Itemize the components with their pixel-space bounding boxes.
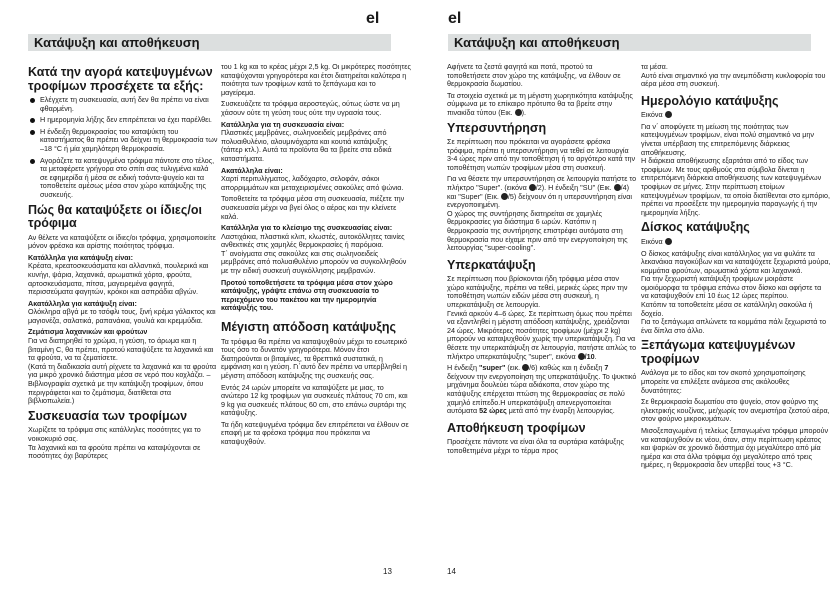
text: /5) δείχνουν ότι η υπερσυντήρηση είναι ενεργοποιημένη. bbox=[447, 191, 632, 210]
heading-freezer-tray: Δίσκος κατάψυξης bbox=[641, 220, 750, 235]
paragraph: του 1 kg και το κρέας μέχρι 2,5 kg. Οι μικρότερες ποσότητες καταψύχονται γρηγορότερα και έτσι διατηρείται καλύτερα η ποιότητα των τροφίμων κατά το ξεπάγωμα και το μαγείρεμα. bbox=[221, 62, 411, 97]
figure-reference-icon bbox=[578, 353, 585, 360]
paragraph: Σε θερμοκρασία δωματίου στο ψυγείο, στον φούρνο της ηλεκτρικής κουζίνας, με/χωρίς τον ανεμιστήρα ζεστού αέρα, στον φούρνο μικροκυμάτων. bbox=[641, 397, 830, 424]
text: Εικόνα bbox=[641, 236, 663, 246]
paragraph: Ολόκληρα αβγά με το τσόφλι τους, ξινή κρέμα γάλακτος και μαγιονέζα, σαλατικά, ραπανάκια, γουλιά και κρεμμύδια. bbox=[28, 307, 216, 325]
list-item: Η ημερομηνία λήξης δεν επιτρέπεται να έχει παρέλθει. bbox=[28, 116, 218, 125]
text: (εικ. bbox=[505, 363, 523, 373]
paragraph: Για ν΄ αποφύγετε τη μείωση της ποιότητας των κατεψυγμένων τροφίμων, είναι πολύ σημαντικό να μην γίνεται υπέρβαση της επιτρεπόμενης διάρκειας αποθήκευσης. bbox=[641, 121, 814, 157]
page-number: 14 bbox=[447, 567, 456, 576]
figure-reference-icon bbox=[515, 109, 522, 116]
text: Η ένδειξη bbox=[447, 363, 479, 373]
subheading-blanching: Ζεμάτισμα λαχανικών και φρούτων bbox=[28, 327, 148, 337]
paragraph: Αφήνετε τα ζεστά φαγητά και ποτά, προτού τα τοποθετήσετε στον χώρο της κατάψυξης, να έλθουν σε θερμοκρασία δωματίου. bbox=[447, 62, 621, 89]
heading-freezing-calendar: Ημερολόγιο κατάψυξης bbox=[641, 93, 779, 108]
paragraph: Για το ξεπάγωμα απλώνετε τα κομμάτια πάλι ξεχωριστά το ένα δίπλα στο άλλο. bbox=[641, 317, 827, 335]
subheading-packaging-unsuitable: Ακατάλληλα είναι: bbox=[221, 165, 283, 175]
paragraph: Τα ήδη κατεψυγμένα τρόφιμα δεν επιτρέπεται να έλθουν σε επαφή με τα φρέσκα τρόφιμα που πρόκειται να καταψυχθούν. bbox=[221, 419, 409, 447]
paragraph: Για την ξεχωριστή κατάψυξη τροφίμων μοιράστε ομοιόμορφα τα τρόφιμα επάνω στον δίσκο και αφήστε τα να καταψυχθούν επί 10 έως 12 ώρες περίπου. bbox=[641, 274, 822, 301]
buying-checklist bbox=[28, 96, 218, 200]
paragraph: Εντός 24 ωρών μπορείτε να καταψύξετε με μιας, το ανώτερο 12 kg τροφίμων για συσκευές πλάτους 70 cm, και 9 kg για συσκευές πλάτους 60 cm, στο επάνω συρτάρι της κατάψυξης. bbox=[221, 382, 408, 418]
text: Για να θέσετε την υπερσυντήρηση σε λειτουργία πατήστε το πλήκτρο "Super". (εικόνα bbox=[447, 174, 637, 193]
figure-reference-icon bbox=[501, 193, 508, 200]
figure-reference-icon bbox=[665, 111, 672, 118]
paragraph: Μισοξεπαγωμένα ή τελείως ξεπαγωμένα τρόφιμα μπορούν να καταψυχθούν εκ νέου, όταν, στην περίπτωση κρέατος και ψαριών σε χρονικό διάστημα όχι μεγαλύτερο από μία ημέρα και στα άλλα τρόφιμα όχι μεγαλύτερο από τρεις ημέρες, η θερμοκρασία δεν υπερβεί τους +3 °C. bbox=[641, 426, 829, 470]
paragraph: Τα τρόφιμα θα πρέπει να καταψυχθούν μέχρι το εσωτερικό τους όσο το δυνατόν γρηγορότερα. Μόνον έτσι διατηρούνται οι βιταμίνες, τα θρεπτικά συστατικά, η εμφάνιση και η γεύση. Γι΄αυτό δεν πρέπει να υπερβληθεί η μέγιστη απόδοση κατάψυξης της συσκευής σας. bbox=[221, 336, 407, 380]
left-column-1 bbox=[28, 64, 218, 464]
section-banner bbox=[28, 34, 391, 51]
paragraph: Χαρτί περιτυλίγματος, λαδόχαρτο, σελοφάν, σάκοι απορριμμάτων και μεταχειρισμένες σακούλες από ψώνια. bbox=[221, 174, 404, 192]
text: /4) και "Super" (Εικ. bbox=[447, 183, 630, 201]
paragraph: Σε περίπτωση που βρίσκονται ήδη τρόφιμα μέσα στον χώρο κατάψυξης, πρέπει να τεθεί, μερικές ώρες πριν την τοποθέτηση νωπών ειδών μέσα στη συσκευή, η υπερκατάψυξη σε λειτουργία. bbox=[447, 274, 628, 310]
paragraph: Τοποθετείτε τα τρόφιμα μέσα στη συσκευασία, πιέζετε την συσκευασία μέχρι να βγεί όλος ο αέρας και την κλείνετε καλά. bbox=[221, 194, 405, 221]
paragraph: Κατόπιν τα τοποθετείτε μέσα σε κατάλληλη σακούλα ή δοχείο. bbox=[641, 300, 813, 318]
language-code: el bbox=[366, 10, 380, 27]
paragraph: Ο χώρος της συντήρησης διατηρείται σε χαμηλές θερμοκρασίες για διάστημα 6 ωρών. Κατόπιν η θερμοκρασία της συντήρησης επιστρέφει αυτόματα στη θερμοκρασία που είχαμε πριν από την ενεργοποίηση της λειτουργίας "super-cooling". bbox=[447, 208, 628, 253]
paragraph bbox=[447, 364, 637, 416]
paragraph: Ο δίσκος κατάψυξης είναι κατάλληλος για να φυλάτε τα λεκανάκια παγοκύβων και να καταψύχετε ξεχωριστά μούρα, κομμάτια φρούτων, αρωματικά χόρτα και λαχανικά. bbox=[641, 248, 831, 275]
figure-reference-icon bbox=[529, 184, 536, 191]
paragraph: Σε περίπτωση που πρόκειται να αγοράσετε φρέσκα τρόφιμα, πρέπει η υπερσυντήρηση να τεθεί σε λειτουργία 3-4 ώρες πριν από την τοποθέτηση ή το αργότερο κατά την τοποθέτηση νωπών τροφίμων μέσα στη συσκευή. bbox=[447, 137, 636, 172]
text: Γενικά αρκούν 4–6 ώρες. Σε περίπτωση όμως που πρέπει να εξαντληθεί η μέγιστη απόδοση κατάψυξης, χρειάζονται 24 ώρες. Μικρότερες ποσότητες τροφίμων (μέχρι 2 kg) μπορούν να καταψυχθούν χωρίς την υπερκατάψυξη. Για να θέσετε την υπερκατάψυξη σε λειτουργία, πατήστε απλώς το πλήκτρο υπερκατάψυξης "super", εικόνα bbox=[447, 308, 637, 361]
paragraph: Τα λαχανικά και τα φρούτα πρέπει να καταψύχονται σε ποσότητες όχι βαρύτερες bbox=[28, 442, 201, 461]
left-column-2 bbox=[221, 63, 411, 450]
text: 7 bbox=[604, 363, 609, 373]
text: Εικόνα bbox=[641, 110, 663, 120]
subheading-closing: Κατάλληλα για το κλείσιμο της συσκευασίας είναι: bbox=[221, 223, 393, 233]
text: /6) καθώς και η ένδειξη bbox=[529, 363, 605, 373]
paragraph: Ανάλογα με το είδος και τον σκοπό χρησιμοποίησης μπορείτε να επιλέξετε ανάμεσα στις ακόλουθες δυνατότητες: bbox=[641, 368, 806, 395]
section-title: Κατάψυξη και αποθήκευση bbox=[34, 35, 200, 50]
section-title: Κατάψυξη και αποθήκευση bbox=[454, 35, 620, 50]
text: μετά από την έναρξη λειτουργίας. bbox=[506, 406, 615, 416]
paragraph: (Κατά τη διαδικασία αυτή ρίχνετε τα λαχανικά και τα φρούτα για μικρό χρονικό διάστημα μέσα σε νερό που κοχλάζει. – Βιβλιογραφία σχετικά με την κατάψυξη τροφίμων, όπου περιγράφεται και το ζεμάτισμα, διατίθεται στα βιβλιοπωλεία.) bbox=[28, 361, 217, 406]
text: /10 bbox=[584, 351, 595, 361]
right-column-2 bbox=[641, 63, 831, 473]
list-item: Η ένδειξη θερμοκρασίας του καταψύκτη του καταστήματος θα πρέπει να δείχνει τη θερμοκρασία των –18 °C ή μία χαμηλότερη θερμοκρασία. bbox=[28, 128, 218, 154]
paragraph: Προσέχετε πάντοτε να είναι όλα τα συρτάρια κατάψυξης τοποθετημένα μέχρι το τέρμα προς bbox=[447, 437, 624, 455]
page-14 bbox=[420, 0, 839, 595]
language-code: el bbox=[448, 10, 462, 27]
subheading-suitable: Κατάλληλα για κατάψυξη είναι: bbox=[28, 252, 134, 262]
figure-caption bbox=[641, 238, 831, 247]
paragraph: Η διάρκεια αποθήκευσης εξαρτάται από το είδος των τροφίμων. Με τους αριθμούς στα σύμβολα δίνεται η επιτρεπόμενη διάρκεια αποθήκευσης των κατεψυγμένων τροφίμων σε μήνες. Στην περίπτωση ετοίμων κατεψυγμένων τροφίμων, τα οποία διατίθενται στο εμπόριο, πρέπει να προσέξετε την ημερομηνία παραγωγής ή την ημερομηνία λήξης. bbox=[641, 156, 831, 217]
subheading-unsuitable: Ακατάλληλα για κατάψυξη είναι: bbox=[28, 298, 137, 308]
text: "super" bbox=[479, 363, 506, 373]
figure-reference-icon bbox=[614, 184, 621, 191]
text: . bbox=[594, 351, 597, 361]
paragraph: Για να διατηρηθεί το χρώμα, η γεύση, το άρωμα και η βιταμίνη C, θα πρέπει, προτού καταψύξετε τα λαχανικά και τα φρούτα, να τα ζεματίσετε. bbox=[28, 336, 214, 363]
paragraph: Λαστιχάκια, πλαστικά κλιπ, κλωστές, αυτοκόλλητες ταινίες ανθεκτικές στις χαμηλές θερμοκρασίες ή παρόμοια. bbox=[221, 231, 405, 250]
text: 52 ώρες bbox=[479, 406, 507, 416]
heading-super-cooling: Υπερσυντήρηση bbox=[447, 120, 547, 135]
paragraph: Τ΄ ανοίγματα στις σακούλες και στις σωληνοειδείς μεμβράνες από πολυαιθυλένιο μπορούν να συγκολληθούν με την ειδική συσκευή συγκόλλησης μεμβρανών. bbox=[221, 248, 407, 276]
paragraph bbox=[447, 310, 637, 362]
paragraph: τα μέσα. bbox=[641, 62, 668, 71]
heading-buying-frozen-food: Κατά την αγορά κατεψυγμένων τροφίμων προσέχετε τα εξής: bbox=[28, 65, 213, 93]
figure-caption bbox=[641, 111, 831, 120]
paragraph: Συσκευάζετε τα τρόφιμα αεροστεγώς, ούτως ώστε να μη χάσουν ούτε τη γεύση τους ούτε την υγρασία τους. bbox=[221, 99, 400, 117]
paragraph: Αυτό είναι σημαντικό για την ανεμπόδιστη κυκλοφορία του αέρα μέσα στη συσκευή. bbox=[641, 70, 826, 89]
labeling-note: Προτού τοποθετήσετε τα τρόφιμα μέσα στον χώρο κατάψυξης, γράψτε επάνω στη συσκευασία το περιεχόμενο του πακέτου και την ημερομηνία κατάψυξής του. bbox=[221, 277, 393, 313]
heading-freezing-yourself: Πώς θα καταψύξετε οι ίδιες/οι τρόφιμα bbox=[28, 202, 202, 231]
right-column-1 bbox=[447, 63, 637, 458]
page-number: 13 bbox=[383, 567, 392, 576]
subheading-packaging-suitable: Κατάλληλα για τη συσκευασία είναι: bbox=[221, 119, 345, 129]
paragraph: Πλαστικές μεμβράνες, σωληνοειδείς μεμβράνες από πολυαιθυλένιο, αλουμινόχαρτα και κουτιά κατάψυξης (τάπερ κτλ.). Αυτά τα προϊόντα θα τα βρείτε στα ειδικά καταστήματα. bbox=[221, 128, 392, 163]
list-item: Ελέγχετε τη συσκευασία, αυτή δεν θα πρέπει να είναι φθαρμένη. bbox=[28, 96, 218, 113]
text: Τα στοιχεία σχετικά με τη μέγιστη χωρητικότητα κατάψυξης σύμφωνα με το επίκαιρο πρότυπο θα τα βρείτε στην πινακίδα τύπου (Εικ. bbox=[447, 90, 633, 117]
text: /2). Η ένδειξη "SU" (Εικ. bbox=[535, 183, 614, 193]
paragraph bbox=[447, 175, 637, 209]
heading-packaging: Συσκευασία των τροφίμων bbox=[28, 408, 188, 423]
paragraph: Χωρίζετε τα τρόφιμα στις κατάλληλες ποσότητες για το νοικοκυριό σας. bbox=[28, 425, 201, 443]
text: ). bbox=[521, 107, 526, 117]
figure-reference-icon bbox=[665, 238, 672, 245]
list-item: Αγοράζετε τα κατεψυγμένα τρόφιμα πάντοτε στο τέλος, τα μεταφέρετε γρήγορα στο σπίτι σας τυλιγμένα καλά σε εφημερίδα ή μέσα σε ειδική τσάντα-ψυγείο και τα τοποθετείτε αμέσως μέσα στον χώρο κατάψυξης της συσκευής. bbox=[28, 157, 218, 200]
heading-thawing: Ξεπάγωμα κατεψυγμένων τροφίμων bbox=[641, 338, 796, 366]
heading-food-storage: Αποθήκευση τροφίμων bbox=[447, 420, 586, 435]
text: δείχνουν την ενεργοποίηση της υπερκατάψυξης. Το ψυκτικό μηχάνημα δουλεύει τώρα αδιάκοπα, στον χώρο της κατάψυξης επέρχεται πτώση της θερμοκρασίας σε πολύ χαμηλό επίπεδο.Η υπερκατάψυξη απενεργοποιείται αυτόματα bbox=[447, 371, 637, 416]
paragraph: Αν θέλετε να καταψύξετε οι ίδιες/οι τρόφιμα, χρησιμοποιείτε μόνον φρέσκα και αρίστης ποιότητας τρόφιμα. bbox=[28, 232, 216, 251]
heading-max-freezing-capacity: Μέγιστη απόδοση κατάψυξης bbox=[221, 320, 397, 335]
paragraph bbox=[447, 92, 637, 118]
heading-super-freezing: Υπερκατάψυξη bbox=[447, 257, 536, 272]
section-banner bbox=[448, 34, 811, 51]
paragraph: Κρέατα, κρεατοσκευάσματα και αλλαντικά, πουλερικά και κυνήγι, ψάρια, λαχανικά, αρωματικά χόρτα, φρούτα, αρτοσκευάσματα, πίτσα, μαγειρεμένα φαγητά, περισσεύματα φαγητών, κρόκοι και ασπράδια αβγών. bbox=[28, 261, 209, 297]
